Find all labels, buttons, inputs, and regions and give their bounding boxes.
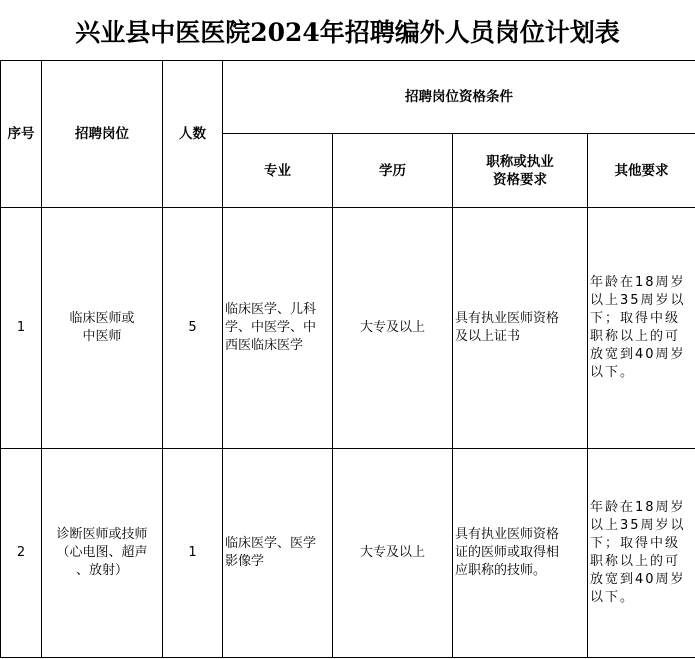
text-line: 具有执业医师资格	[455, 527, 560, 542]
text-line: 临床医学、医学	[225, 536, 317, 551]
text-line: 年龄在18周岁	[590, 275, 686, 290]
text-line: 证的医师或取得相	[455, 545, 560, 560]
cell-other	[588, 208, 695, 449]
cell-count: 1	[163, 449, 223, 658]
text-line: 西医临床医学	[225, 338, 304, 353]
text-line: 放宽到40周岁	[590, 572, 686, 587]
text-line: 、放射）	[75, 563, 128, 578]
recruitment-table	[0, 60, 695, 658]
header-major: 专业	[223, 134, 333, 208]
text-line: 诊断医师或技师	[56, 527, 148, 542]
text-line: 下；取得中级	[590, 536, 681, 551]
cell-position	[42, 208, 163, 449]
cell-position	[42, 449, 163, 658]
text-line: 职称以上的可	[590, 329, 681, 344]
text-line: 临床医学、儿科	[225, 302, 317, 317]
text-line: 放宽到40周岁	[590, 347, 686, 362]
text-line: 年龄在18周岁	[590, 500, 686, 515]
cell-seq: 1	[1, 208, 42, 449]
text-line: 以下。	[590, 590, 636, 605]
text-line: 以上35周岁以	[590, 518, 686, 533]
text-line: 以下。	[590, 365, 636, 380]
header-position: 招聘岗位	[42, 61, 163, 208]
header-other: 其他要求	[588, 134, 695, 208]
header-seq: 序号	[1, 61, 42, 208]
text-line: 资格要求	[493, 171, 547, 188]
text-line: 职称或执业	[486, 153, 554, 170]
text-line: （心电图、超声	[56, 545, 148, 560]
text-line: 以上35周岁以	[590, 293, 686, 308]
cell-education: 大专及以上	[333, 449, 453, 658]
header-education: 学历	[333, 134, 453, 208]
cell-qualification	[453, 449, 588, 658]
cell-major	[223, 449, 333, 658]
cell-count: 5	[163, 208, 223, 449]
text-line: 影像学	[225, 554, 265, 569]
text-line: 具有执业医师资格	[455, 311, 560, 326]
cell-seq: 2	[1, 449, 42, 658]
text-line: 应职称的技师。	[455, 563, 547, 578]
table-row	[1, 449, 695, 658]
cell-other	[588, 449, 695, 658]
text-line: 学、中医学、中	[225, 320, 317, 335]
text-line: 职称以上的可	[590, 554, 681, 569]
text-line: 及以上证书	[455, 329, 521, 344]
text-line: 中医师	[82, 329, 122, 344]
header-conditions: 招聘岗位资格条件	[223, 61, 695, 134]
cell-major	[223, 208, 333, 449]
page-title: 兴业县中医医院2024年招聘编外人员岗位计划表	[75, 18, 620, 47]
text-line: 下；取得中级	[590, 311, 681, 326]
table-row	[1, 208, 695, 449]
header-qualification	[453, 134, 588, 208]
text-line: 临床医师或	[69, 311, 135, 326]
cell-qualification	[453, 208, 588, 449]
header-count: 人数	[163, 61, 223, 208]
cell-education: 大专及以上	[333, 208, 453, 449]
